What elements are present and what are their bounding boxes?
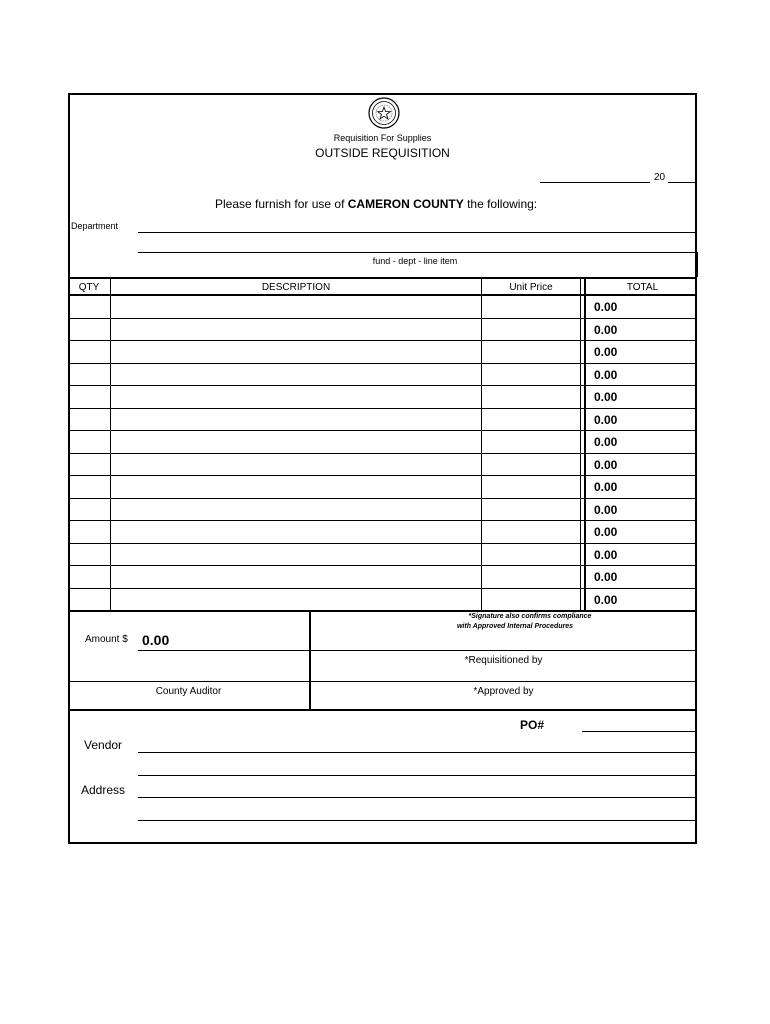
row-total-value: 0.00 <box>594 570 618 584</box>
fund-label: fund - dept - line item <box>372 256 458 266</box>
po-line[interactable] <box>582 731 697 732</box>
furnish-statement: Please furnish for use of CAMERON COUNTY the following: <box>215 197 538 211</box>
unit-price-header: Unit Price <box>509 282 553 293</box>
requisitioned-line[interactable] <box>310 650 697 651</box>
amount-label: Amount $ <box>85 634 128 645</box>
department-label: Department <box>71 221 119 231</box>
form-subtitle: Requisition For Supplies <box>333 133 432 143</box>
department-line-2[interactable] <box>138 252 697 253</box>
qty-divider <box>110 277 111 610</box>
row-total-value: 0.00 <box>594 457 618 472</box>
signature-note-1: *Signature also confirms compliance <box>468 613 592 620</box>
requisitioned-by-label: *Requisitioned by <box>464 655 543 666</box>
row-total-value: 0.00 <box>594 412 618 427</box>
vendor-line-2[interactable] <box>138 775 697 776</box>
row-total-value: 0.00 <box>594 300 618 314</box>
date-line[interactable] <box>540 182 650 183</box>
row-total-value: 0.00 <box>594 435 618 449</box>
row-total-value: 0.00 <box>594 480 618 494</box>
row-total-value: 0.00 <box>594 502 618 517</box>
date-year-label: 20 <box>654 172 666 183</box>
signature-note-2: with Approved Internal Procedures <box>456 623 574 630</box>
unit-price-divider <box>580 277 581 610</box>
total-divider <box>584 277 586 610</box>
address-line-1[interactable] <box>138 797 697 798</box>
approved-by-label: *Approved by <box>473 686 534 697</box>
summary-top-border <box>68 610 697 612</box>
form-title: OUTSIDE REQUISITION <box>315 146 450 160</box>
year-line[interactable] <box>668 182 697 183</box>
vendor-line[interactable] <box>138 752 697 753</box>
row-total-value: 0.00 <box>594 345 618 359</box>
qty-header: QTY <box>78 282 100 293</box>
county-name: CAMERON COUNTY <box>347 197 464 211</box>
row-total-value: 0.00 <box>594 322 618 337</box>
description-divider <box>481 277 482 610</box>
fund-border <box>697 252 698 277</box>
description-header: DESCRIPTION <box>261 282 331 293</box>
vendor-top-border <box>68 709 697 711</box>
total-header: TOTAL <box>626 282 659 293</box>
row-total-value: 0.00 <box>594 390 618 404</box>
address-label: Address <box>81 783 126 797</box>
approval-line[interactable] <box>68 681 697 682</box>
department-line-1[interactable] <box>138 232 697 233</box>
row-total-value: 0.00 <box>594 367 618 382</box>
vendor-label: Vendor <box>84 738 123 752</box>
amount-value: 0.00 <box>142 632 170 648</box>
row-total-value: 0.00 <box>594 547 618 562</box>
table-top-border <box>68 277 697 279</box>
po-label: PO# <box>520 718 545 732</box>
county-auditor-label: County Auditor <box>155 686 222 697</box>
amount-line[interactable] <box>138 650 309 651</box>
row-total-value: 0.00 <box>594 592 618 607</box>
row-total-value: 0.00 <box>594 525 618 539</box>
address-line-2[interactable] <box>138 820 697 821</box>
